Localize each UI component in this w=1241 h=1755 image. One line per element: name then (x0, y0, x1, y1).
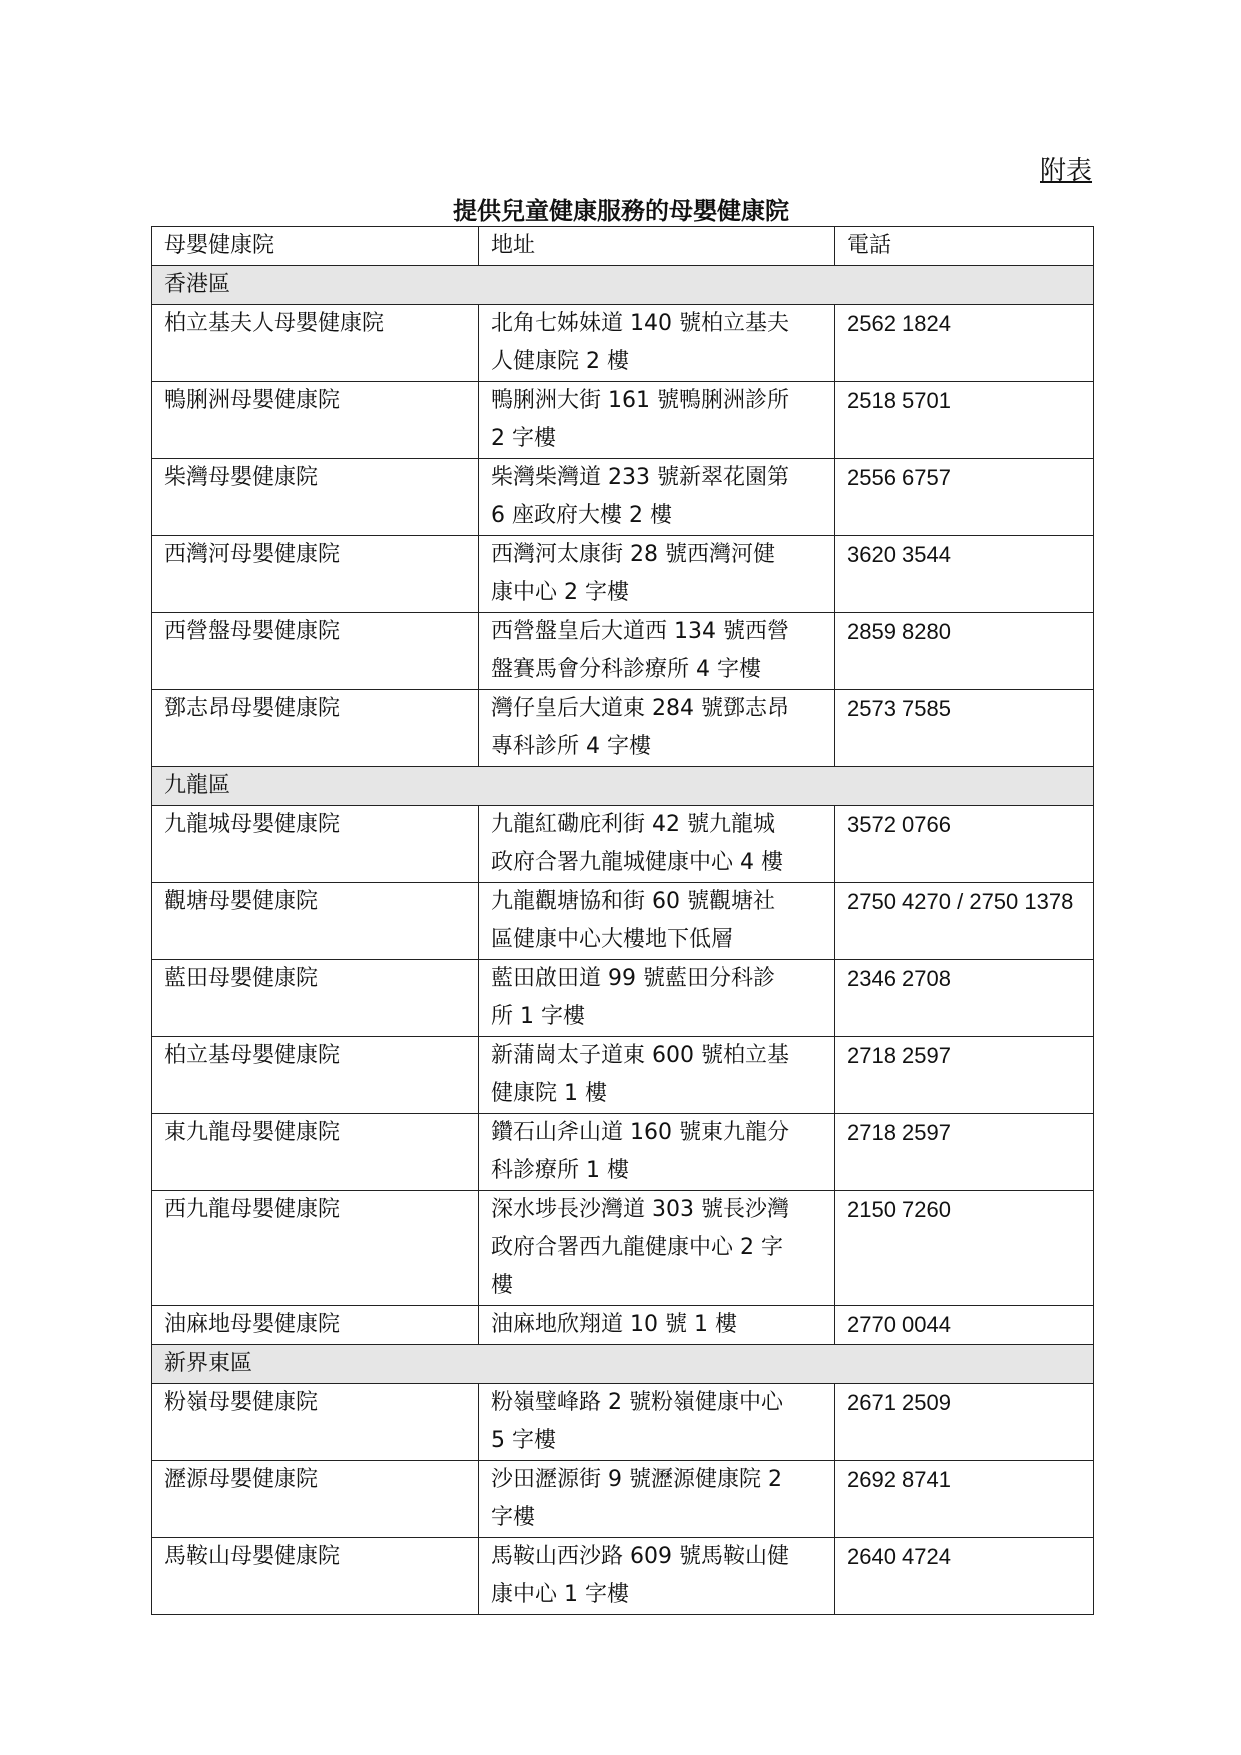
address-line: 2 字樓 (491, 426, 556, 451)
address-line: 沙田瀝源街 9 號瀝源健康院 2 (491, 1467, 782, 1492)
address-line: 專科診所 4 字樓 (491, 734, 651, 759)
region-row (152, 266, 1094, 305)
clinic-phone: 3572 0766 (835, 806, 1094, 883)
clinic-address (479, 806, 835, 883)
clinic-phone: 2770 0044 (835, 1306, 1094, 1345)
table-row (152, 1461, 1094, 1538)
address-line: 油麻地欣翔道 10 號 1 樓 (491, 1312, 737, 1337)
clinic-address (479, 1306, 835, 1345)
clinic-address (479, 1037, 835, 1114)
clinic-address (479, 459, 835, 536)
address-line: 樓 (491, 1273, 514, 1298)
address-line: 藍田啟田道 99 號藍田分科診 (491, 966, 775, 991)
table-row (152, 1306, 1094, 1345)
clinic-name: 藍田母嬰健康院 (152, 960, 479, 1037)
clinic-phone: 2573 7585 (835, 690, 1094, 767)
table-body (152, 266, 1094, 1615)
table-row (152, 1191, 1094, 1306)
clinic-phone: 2718 2597 (835, 1114, 1094, 1191)
clinic-phone: 2718 2597 (835, 1037, 1094, 1114)
address-line: 北角七姊妹道 140 號柏立基夫 (491, 311, 789, 336)
address-line: 九龍觀塘協和街 60 號觀塘社 (491, 889, 775, 914)
table-row (152, 1384, 1094, 1461)
clinic-name: 西灣河母嬰健康院 (152, 536, 479, 613)
address-line: 政府合署九龍城健康中心 4 樓 (491, 850, 783, 875)
address-line: 馬鞍山西沙路 609 號馬鞍山健 (491, 1544, 789, 1569)
clinic-phone: 2859 8280 (835, 613, 1094, 690)
table-row (152, 613, 1094, 690)
clinic-name: 柏立基母嬰健康院 (152, 1037, 479, 1114)
clinic-name: 觀塘母嬰健康院 (152, 883, 479, 960)
address-line: 鴨脷洲大街 161 號鴨脷洲診所 (491, 388, 789, 413)
clinic-address (479, 1384, 835, 1461)
clinic-address (479, 536, 835, 613)
clinic-phone: 2518 5701 (835, 382, 1094, 459)
address-line: 科診療所 1 樓 (491, 1158, 629, 1183)
address-line: 盤賽馬會分科診療所 4 字樓 (491, 657, 761, 682)
clinic-phone: 2692 8741 (835, 1461, 1094, 1538)
clinic-address (479, 1538, 835, 1615)
address-line: 西灣河太康街 28 號西灣河健 (491, 542, 775, 567)
table-row (152, 305, 1094, 382)
table-row (152, 960, 1094, 1037)
region-label: 九龍區 (152, 767, 1094, 806)
address-line: 西營盤皇后大道西 134 號西營 (491, 619, 789, 644)
clinic-name: 西九龍母嬰健康院 (152, 1191, 479, 1306)
clinic-address (479, 1461, 835, 1538)
clinic-address (479, 883, 835, 960)
clinic-address (479, 382, 835, 459)
table-row (152, 382, 1094, 459)
region-label: 香港區 (152, 266, 1094, 305)
header-address: 地址 (479, 227, 835, 266)
table-row (152, 690, 1094, 767)
clinic-phone: 2150 7260 (835, 1191, 1094, 1306)
address-line: 深水埗長沙灣道 303 號長沙灣 (491, 1197, 789, 1222)
address-line: 所 1 字樓 (491, 1004, 585, 1029)
clinic-name: 粉嶺母嬰健康院 (152, 1384, 479, 1461)
address-line: 字樓 (491, 1505, 536, 1530)
clinic-address (479, 1191, 835, 1306)
address-line: 健康院 1 樓 (491, 1081, 607, 1106)
page-title: 提供兒童健康服務的母嬰健康院 (453, 197, 789, 225)
annex-label: 附表 (1040, 156, 1093, 186)
region-label: 新界東區 (152, 1345, 1094, 1384)
header-phone: 電話 (835, 227, 1094, 266)
table-row (152, 1538, 1094, 1615)
table-row (152, 883, 1094, 960)
clinic-phone: 2671 2509 (835, 1384, 1094, 1461)
region-row (152, 1345, 1094, 1384)
address-line: 政府合署西九龍健康中心 2 字 (491, 1235, 783, 1260)
address-line: 柴灣柴灣道 233 號新翠花園第 (491, 465, 789, 490)
clinic-address (479, 960, 835, 1037)
address-line: 人健康院 2 樓 (491, 349, 629, 374)
table-row (152, 459, 1094, 536)
clinic-phone: 2750 4270 / 2750 1378 (835, 883, 1094, 960)
region-row (152, 767, 1094, 806)
clinic-name: 九龍城母嬰健康院 (152, 806, 479, 883)
address-line: 康中心 1 字樓 (491, 1582, 629, 1607)
clinic-address (479, 1114, 835, 1191)
clinic-name: 柴灣母嬰健康院 (152, 459, 479, 536)
table-row (152, 1114, 1094, 1191)
table-row (152, 806, 1094, 883)
clinic-address (479, 305, 835, 382)
clinic-name: 柏立基夫人母嬰健康院 (152, 305, 479, 382)
clinic-name: 馬鞍山母嬰健康院 (152, 1538, 479, 1615)
table-row (152, 536, 1094, 613)
address-line: 粉嶺璧峰路 2 號粉嶺健康中心 (491, 1390, 783, 1415)
address-line: 康中心 2 字樓 (491, 580, 629, 605)
address-line: 5 字樓 (491, 1428, 556, 1453)
clinic-name: 油麻地母嬰健康院 (152, 1306, 479, 1345)
clinic-phone: 2346 2708 (835, 960, 1094, 1037)
address-line: 灣仔皇后大道東 284 號鄧志昂 (491, 696, 789, 721)
address-line: 6 座政府大樓 2 樓 (491, 503, 672, 528)
clinic-phone: 2562 1824 (835, 305, 1094, 382)
table-header-row (152, 227, 1094, 266)
address-line: 區健康中心大樓地下低層 (491, 927, 734, 952)
clinic-phone: 3620 3544 (835, 536, 1094, 613)
clinic-name: 西營盤母嬰健康院 (152, 613, 479, 690)
clinic-address (479, 690, 835, 767)
clinic-phone: 2640 4724 (835, 1538, 1094, 1615)
clinic-name: 鴨脷洲母嬰健康院 (152, 382, 479, 459)
address-line: 鑽石山斧山道 160 號東九龍分 (491, 1120, 789, 1145)
table-row (152, 1037, 1094, 1114)
address-line: 九龍紅磡庇利街 42 號九龍城 (491, 812, 775, 837)
header-clinic: 母嬰健康院 (152, 227, 479, 266)
clinic-name: 瀝源母嬰健康院 (152, 1461, 479, 1538)
clinic-phone: 2556 6757 (835, 459, 1094, 536)
clinic-name: 東九龍母嬰健康院 (152, 1114, 479, 1191)
clinic-address (479, 613, 835, 690)
clinic-name: 鄧志昂母嬰健康院 (152, 690, 479, 767)
clinic-table (151, 226, 1094, 1615)
address-line: 新蒲崗太子道東 600 號柏立基 (491, 1043, 789, 1068)
